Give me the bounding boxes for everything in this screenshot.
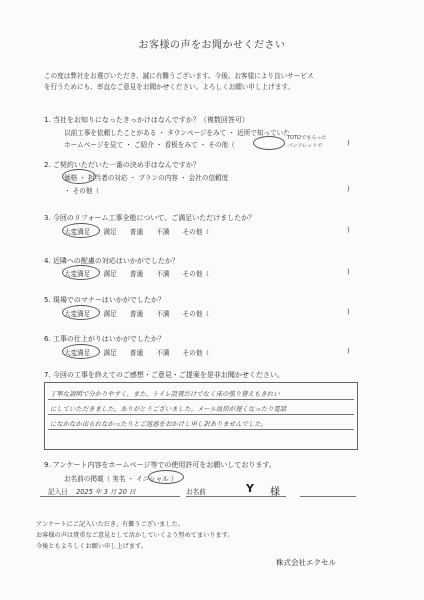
q5-selected-circle [62,305,100,320]
page-title: お客様の声をお聞かせください [138,40,286,51]
q3-close-bracket: ) [347,226,350,234]
q2-options-row-1: 価格 ・ 担当者の対応 ・ プランの内容 ・ 会社の信頼度 [64,174,229,182]
intro-line-2: を行うためにも、率直なご意見をお聞かせください。よろしくお願い申し上げます。 [44,83,295,91]
comment-line-2: にしていただきました。ありがとうございました。メール返信が遅くなったり電話 [50,405,287,413]
q6-close-bracket: ) [347,347,350,355]
q4-selected-circle [62,265,100,280]
q1-other-answer-2: パンフレットで [287,143,322,149]
honorific: 様 [270,487,280,498]
question-7: 7. 今回の工事を終えてのご感想・ご意見・ご提案を是非お聞かせください。 [44,371,284,379]
q1-options-row-2: ホームページを見て ・ ご紹介 ・ 看板をみて ・ その他（ [64,141,235,149]
comment-rule-2 [48,414,354,415]
q5-close-bracket: ) [347,308,350,316]
initial-selected-circle [148,470,184,484]
q1-options-row-1: 以前工事を依頼したことがある ・ タウンページをみて ・ 近所で知っていた [64,129,290,137]
footer-line-1: アンケートにご記入いただき、有難うございました。 [36,521,184,528]
entry-date: 2025 年 3 月 20 日 [76,488,136,496]
question-5: 5. 現場でのマナーはいかがでしたか？ [44,296,165,304]
q5-options: 大変満足 満足 普通 不満 その他（ [64,310,210,318]
q1-selected-circle [253,136,285,150]
question-6: 6. 工事の仕上がりはいかがでしたか？ [44,335,165,343]
comment-line-3: になかなか出られなかったりとご迷惑をおかけし申し訳ありませんでした。 [50,420,268,428]
question-3: 3. 今回のリフォーム工事全般について、ご満足いただけましたか？ [44,214,256,222]
footer-line-3: 今後ともよろしくお願い申し上げます。 [36,543,147,550]
q4-close-bracket: ) [347,268,350,276]
question-1: 1. 当社をお知りになったきっかけはなんですか？（複数回答可） [44,116,249,124]
q1-close-bracket: ) [347,139,350,147]
name-publish-label: お名前の掲載（ 実名 ・ イニシャル ） [64,475,178,483]
q2-options-row-2: ・ その他（ [64,187,100,195]
comment-rule-1 [48,399,354,400]
question-9: 9. アンケート内容をホームページ等での使用許可をお願いしております。 [44,461,276,469]
company-name: 株式会社エクセル [276,558,336,567]
comment-rule-3 [48,429,354,430]
customer-initial: Y [246,482,254,495]
q6-selected-circle [62,344,100,359]
date-underline [40,496,180,497]
q2-close-bracket: ) [347,185,350,193]
intro-line-1: この度は弊社をお選びいただき、誠に有難うございます。今後、お客様により良いサービス [44,72,314,80]
q3-selected-circle [62,223,100,238]
q3-options: 大変満足 満足 普通 不満 その他（ [64,228,210,236]
q4-options: 大変満足 満足 普通 不満 その他（ [64,270,210,278]
q2-selected-circle [62,169,96,184]
q6-options: 大変満足 満足 普通 不満 その他（ [64,349,210,357]
entry-date-label: 記入日 [48,488,68,496]
comment-line-1: 丁寧な説明で分かりやすく、また、トイレ設置だけでなく床の張り替えもきれい [50,390,280,398]
question-4: 4. 近隣への配慮の対応はいかがでしたか？ [44,257,179,265]
question-2: 2. ご契約いただいた一番の決め手はなんですか？ [44,161,200,169]
name-label: お名前 [186,488,206,496]
footer-line-2: お客様の声は貴重なご意見として活かしていくよう努めてまいります。 [36,532,234,539]
sama-underline [300,496,356,497]
q1-other-answer-1: TOTOでもらった [287,135,326,141]
